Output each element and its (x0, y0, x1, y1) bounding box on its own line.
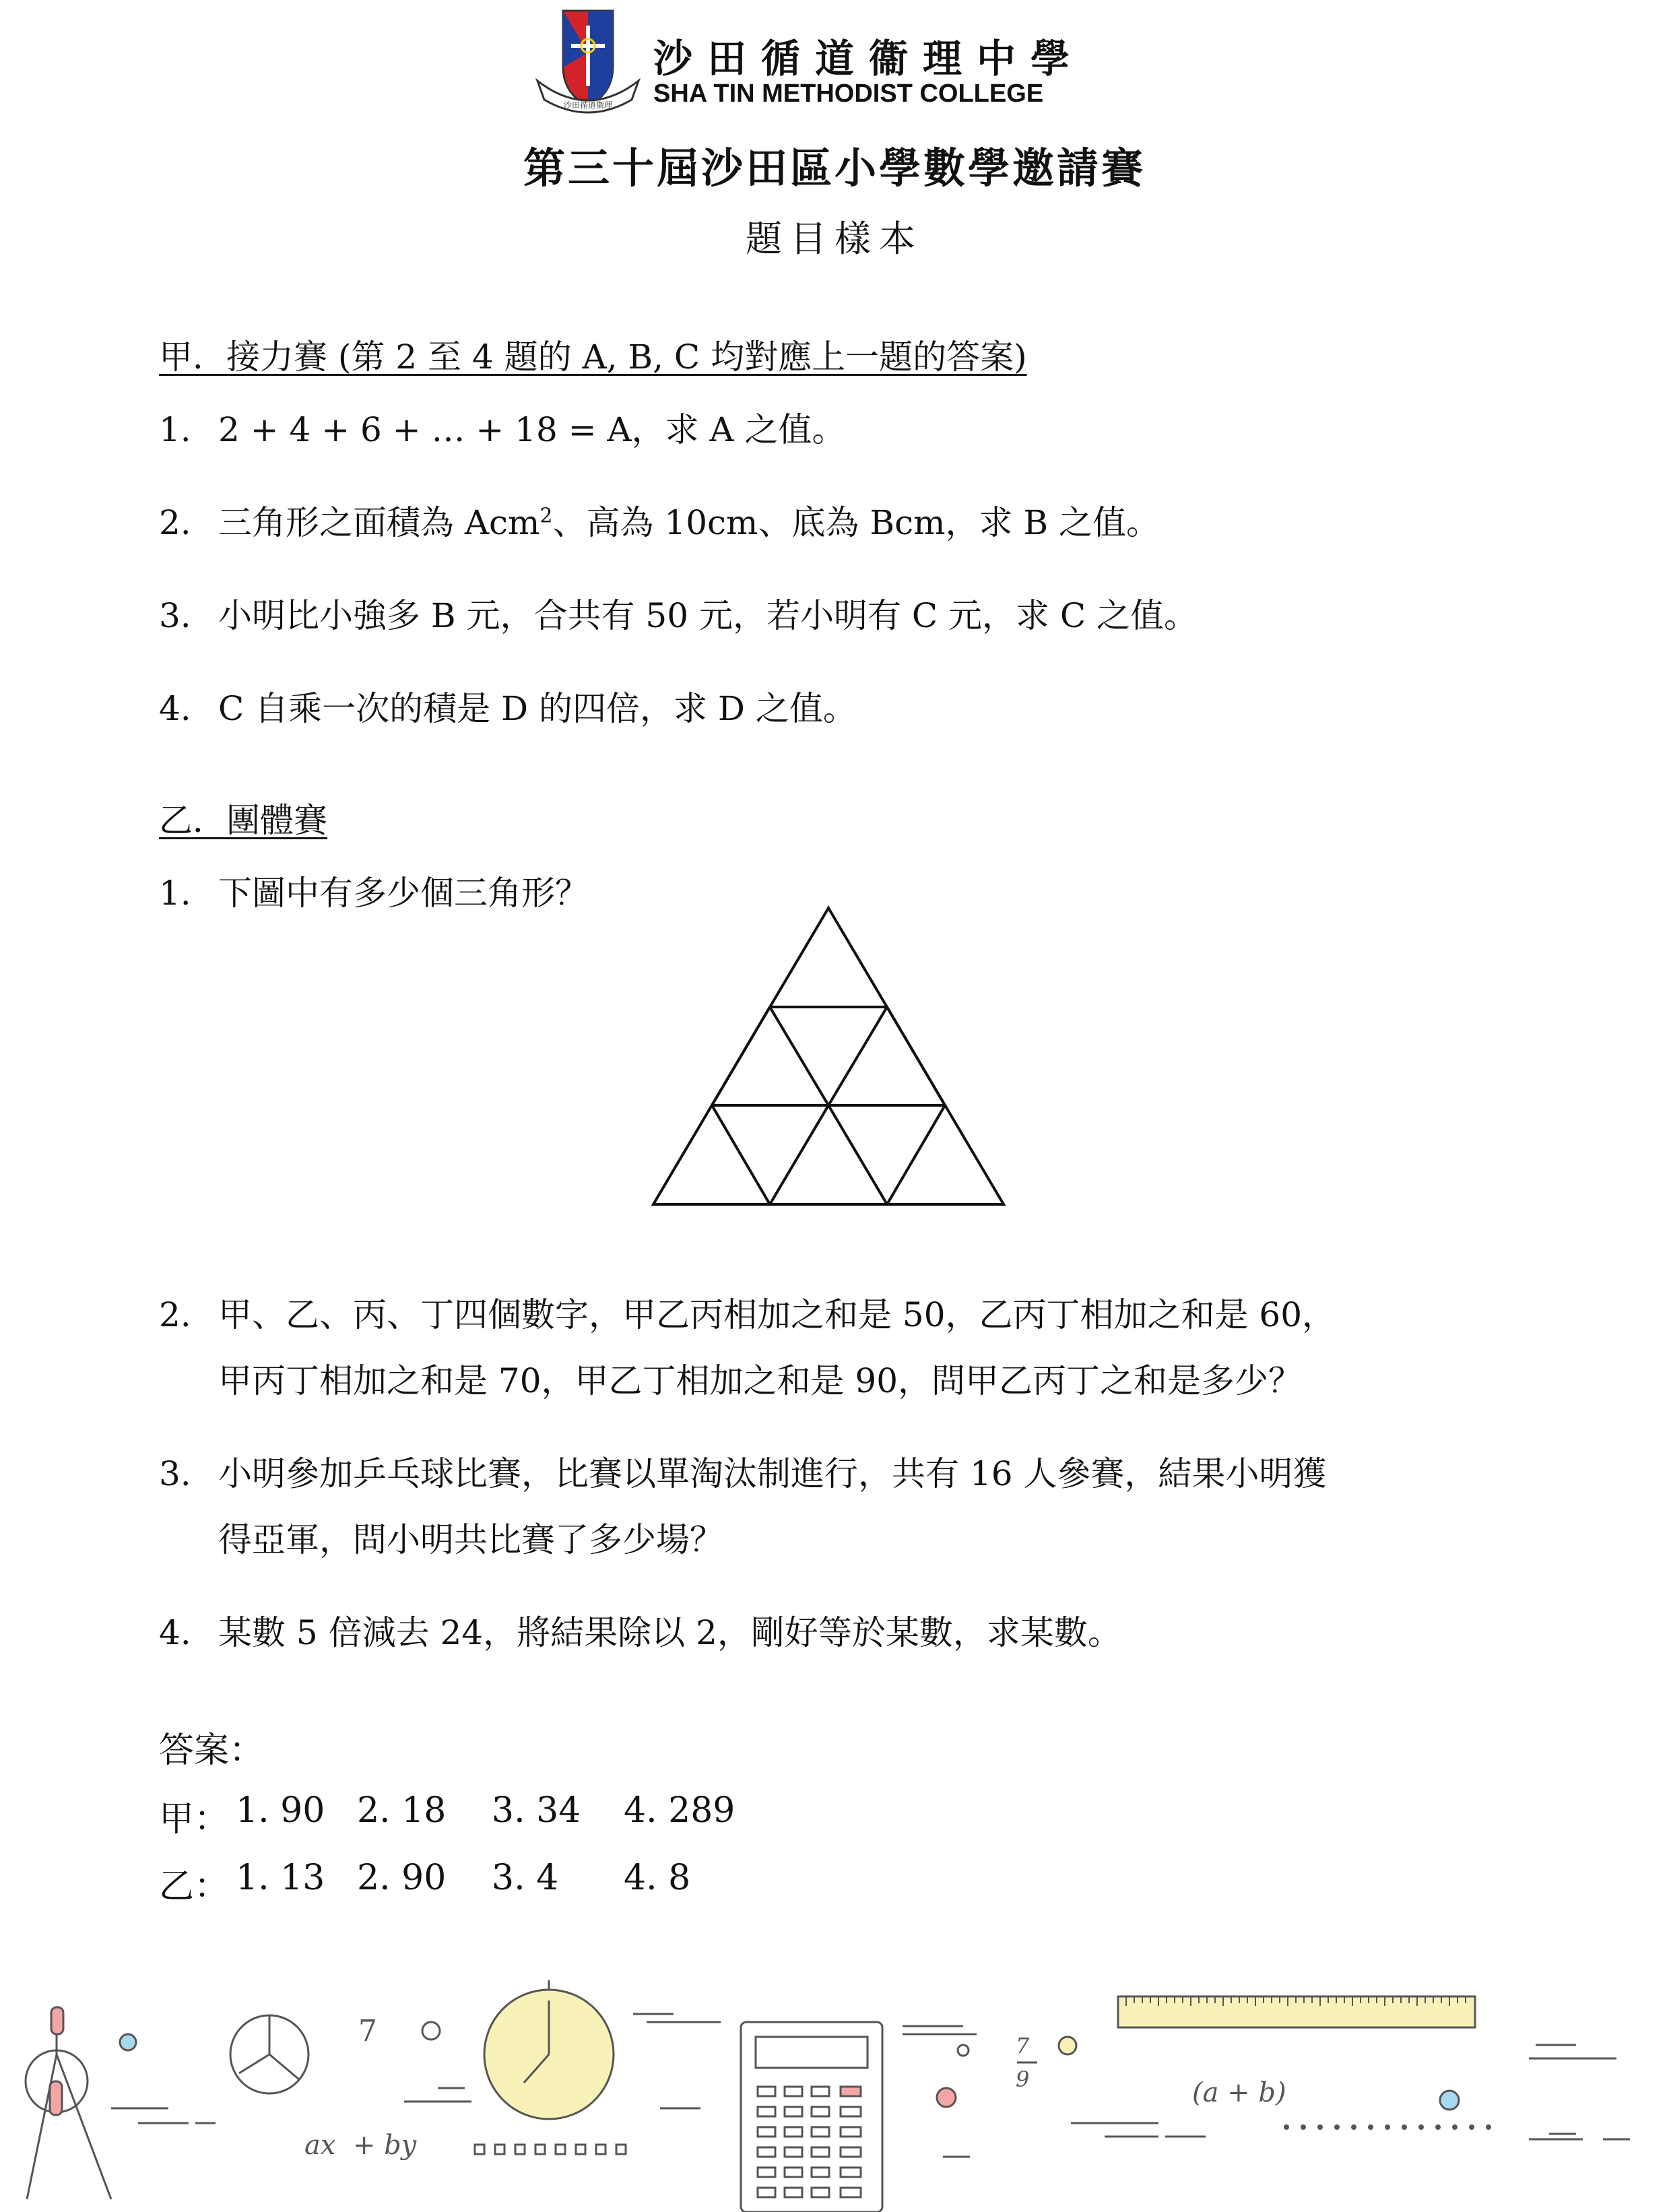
school-name-zh: 沙田循道衞理中學 (653, 36, 1085, 82)
answer-b4: 4. 8 (624, 1858, 691, 1898)
question-number: 1. (159, 410, 191, 449)
question-text: 小明比小強多 B 元，合共有 50 元，若小明有 C 元，求 C 之值。 (218, 596, 1198, 635)
question-a3 (159, 589, 1198, 637)
answers-row-b-label: 乙： (159, 1866, 230, 1907)
answers-heading: 答案： (159, 1730, 265, 1771)
inner-line-8 (887, 1105, 945, 1204)
answer-b1: 1. 13 (236, 1858, 325, 1898)
blue-dot-1 (120, 2034, 136, 2050)
answer-b2: 2. 90 (357, 1858, 447, 1898)
question-number: 3. (159, 596, 191, 635)
question-number: 2. (159, 1295, 191, 1334)
inner-line-6 (770, 1105, 828, 1204)
question-number: 2. (159, 503, 191, 542)
answer-a2: 2. 18 (357, 1790, 447, 1831)
question-text-cont: 、高為 10cm、底為 Bcm，求 B 之值。 (552, 503, 1160, 542)
question-b3-line2: 得亞軍，問小明共比賽了多少場？ (218, 1520, 723, 1559)
clock-icon (484, 1980, 614, 2119)
superscript-2: 2 (539, 504, 553, 528)
deco-expr-ab: (a + b) (1192, 2077, 1286, 2108)
question-text: 小明參加乒乓球比賽，比賽以單淘汰制進行，共有 16 人參賽，結果小明獲 (218, 1454, 1327, 1493)
page-subtitle: 題目樣本 (746, 218, 923, 260)
page-title: 第三十屆沙田區小學數學邀請賽 (523, 143, 1146, 193)
school-name-en: SHA TIN METHODIST COLLEGE (653, 79, 1044, 108)
inner-line-5 (712, 1105, 770, 1204)
question-text: 2 + 4 + 6 + … + 18 = A，求 A 之值。 (218, 410, 846, 449)
section-b-heading: 乙．團體賽 (159, 801, 327, 840)
question-a4 (159, 682, 857, 730)
deco-fraction-den: 9 (1016, 2067, 1030, 2092)
deco-fraction-num: 7 (1016, 2033, 1030, 2058)
grey-dot-2 (958, 2045, 969, 2056)
question-text: 某數 5 倍減去 24，將結果除以 2，剛好等於某數，求某數。 (218, 1613, 1121, 1652)
answer-a3: 3. 34 (492, 1790, 581, 1831)
compass-icon (26, 2007, 111, 2199)
inner-line-3 (770, 1007, 828, 1105)
answers-row-a-label: 甲： (159, 1799, 230, 1840)
answer-a1: 1. 90 (236, 1790, 325, 1831)
section-a-heading: 甲．接力賽 (第 2 至 4 題的 A, B, C 均對應上一題的答案) (159, 337, 1027, 377)
deco-number-7: 7 (358, 2014, 377, 2048)
question-a1 (159, 403, 845, 451)
inner-line-7 (828, 1105, 887, 1204)
question-b2-line2: 甲丙丁相加之和是 70，甲乙丁相加之和是 90，問甲乙丙丁之和是多少？ (218, 1361, 1303, 1400)
school-crest-logo (531, 5, 645, 120)
deco-expr-axby: ax + by (304, 2130, 417, 2161)
question-text: 甲、乙、丙、丁四個數字，甲乙丙相加之和是 50，乙丙丁相加之和是 60， (218, 1295, 1336, 1334)
inner-line-1 (712, 1007, 770, 1105)
question-number: 4. (159, 689, 191, 728)
yellow-dot (1059, 2037, 1076, 2054)
triangle-figure (647, 903, 1010, 1212)
blue-dot-2 (1440, 2091, 1459, 2110)
outer-triangle (653, 908, 1004, 1204)
pie-chart-icon (230, 2015, 308, 2093)
inner-line-4 (828, 1007, 887, 1105)
answer-b3: 3. 4 (492, 1858, 559, 1898)
calculator-icon (741, 2022, 882, 2212)
question-number: 3. (159, 1454, 191, 1493)
squares-row (475, 2145, 626, 2154)
question-b2-line1 (159, 1288, 1336, 1336)
question-number: 4. (159, 1613, 191, 1652)
question-a2 (159, 496, 1160, 544)
inner-line-2 (887, 1007, 945, 1105)
grey-dot (422, 2022, 440, 2040)
question-text: 三角形之面積為 Acm (218, 503, 540, 542)
question-text: C 自乘一次的積是 D 的四倍，求 D 之值。 (218, 689, 857, 728)
question-b1 (159, 866, 589, 915)
question-number: 1. (159, 874, 191, 913)
math-doodle-footer (0, 1967, 1669, 2212)
question-text: 下圖中有多少個三角形？ (218, 874, 589, 913)
question-b3-line1 (159, 1447, 1326, 1495)
pink-dot (937, 2088, 956, 2107)
ruler-icon (1118, 1996, 1475, 2027)
svg-text:沙田循道衞理: 沙田循道衞理 (563, 100, 613, 110)
question-b4 (159, 1606, 1121, 1654)
answer-a4: 4. 289 (624, 1790, 735, 1831)
